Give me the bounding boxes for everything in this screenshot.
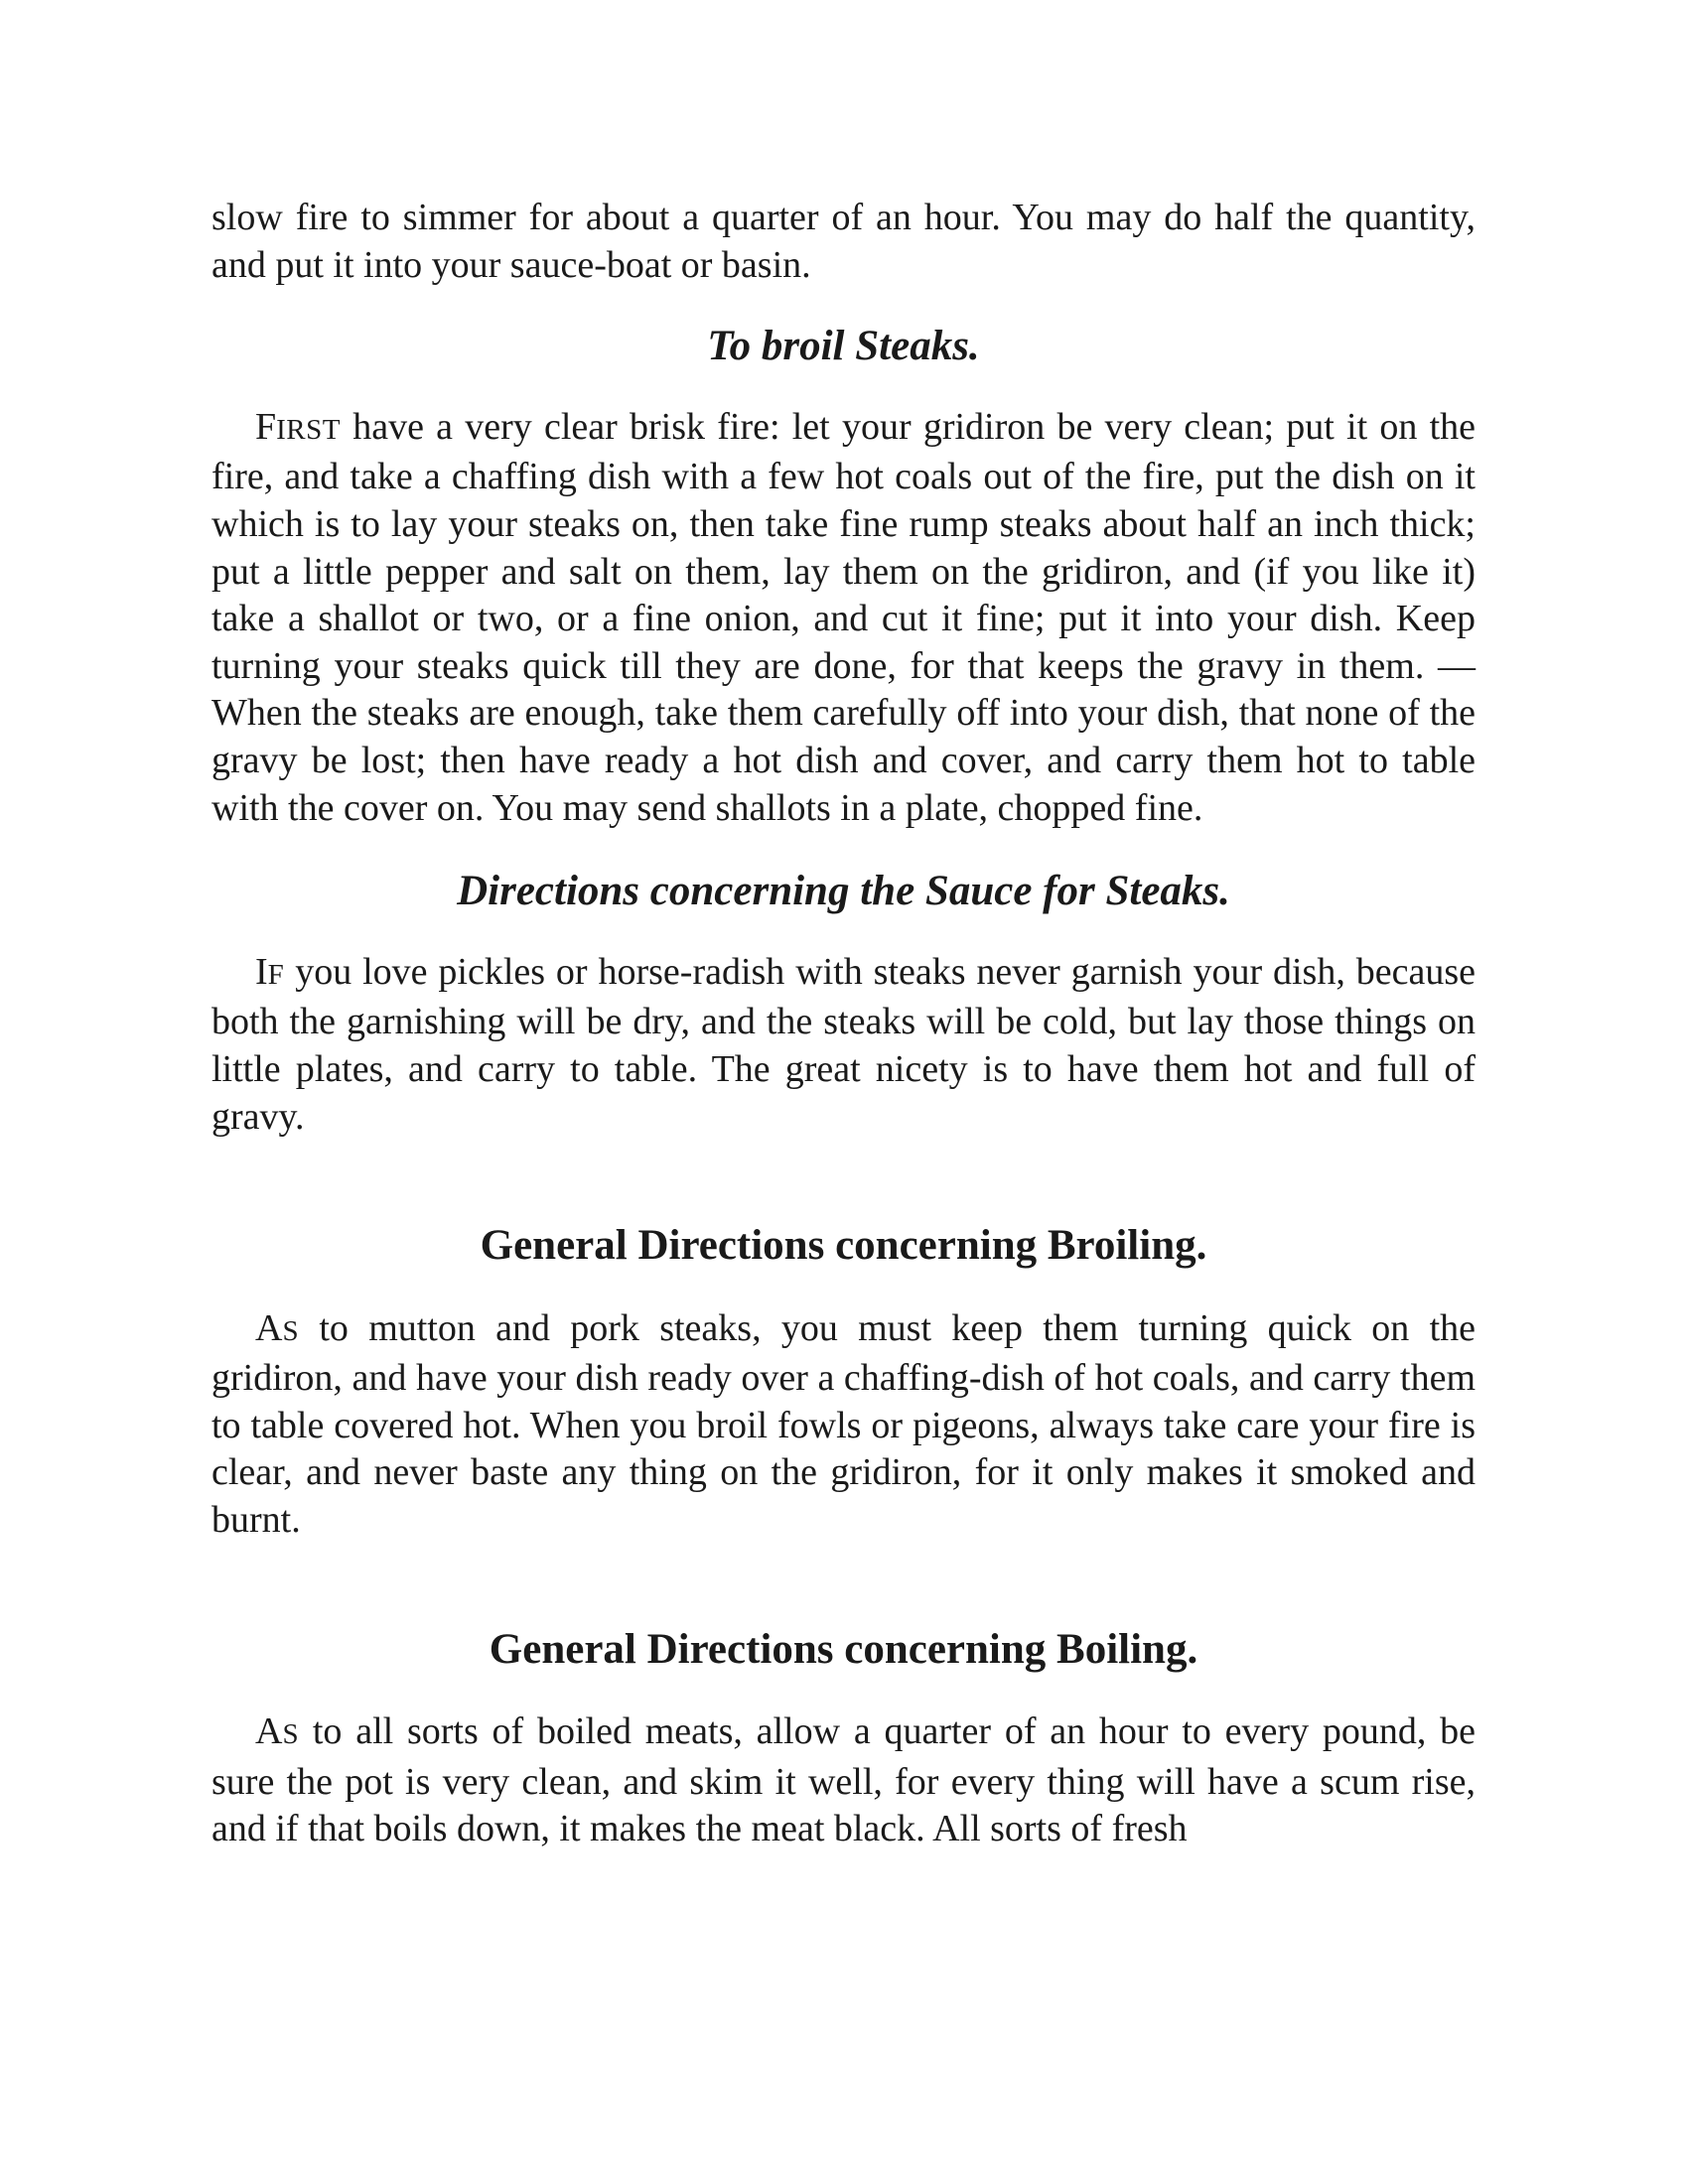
section-heading-sauce-for-steaks: Directions concerning the Sauce for Steaks. [457, 868, 1230, 915]
paragraph-text: have a very clear brisk fire: let your gridiron be very clean; put it on the fire, and take a chaffing dish with a few hot coals out of the fire, put the dish on it which is to lay your steaks on, then take fine rump steaks about half an inch thick; put a little pepper and salt on them, lay them on the gridiron, and (if you like it) take a shallot or two, or a fine onion, and cut it fine; put it into your dish. Keep turning your steaks quick till they are done, for that keeps the gravy in them. —When the steaks are enough, take them carefully off into your dish, that none of the gravy be lost; then have ready a hot dish and cover, and carry them hot to table with the cover on. You may send shallots in a plate, chopped fine. [211, 405, 1476, 829]
paragraph-broiling [211, 1305, 1476, 1545]
paragraph-text: you love pickles or horse-radish with steaks never garnish your dish, because both the garnishing will be dry, and the steaks will be cold, but lay those things on little plates, and carry to table. The great nicety is to have them hot and full of gravy. [211, 950, 1476, 1138]
intro-paragraph: slow fire to simmer for about a quarter of an hour. You may do half the quantity, and put it into your sauce-boat or basin. [211, 197, 1476, 286]
paragraph-boiling [211, 1708, 1476, 1853]
page-body [211, 195, 1476, 1853]
section-heading-boiling: General Directions concerning Boiling. [489, 1625, 1198, 1673]
paragraph-text: to mutton and pork steaks, you must keep them turning quick on the gridiron, and have your dish ready over a chaffing-dish of hot coals, and carry them to table covered hot. When you broil fowls or pigeons, always take care your fire is clear, and never baste any thing on the gridiron, for it only makes it smoked and burnt. [211, 1306, 1476, 1542]
section-heading-broiling: General Directions concerning Broiling. [480, 1222, 1207, 1270]
lead-small-caps: F [267, 958, 285, 991]
paragraph-broil-steaks [211, 404, 1476, 832]
lead-capital: A [255, 1306, 283, 1349]
lead-capital: F [255, 405, 277, 448]
lead-capital: I [255, 950, 268, 993]
section-heading-broil-steaks: To broil Steaks. [707, 323, 980, 370]
lead-small-caps: S [282, 1718, 300, 1751]
paragraph-sauce-for-steaks [211, 949, 1476, 1141]
lead-small-caps: IRST [276, 413, 341, 446]
lead-small-caps: S [282, 1314, 300, 1347]
lead-capital: A [255, 1710, 283, 1753]
paragraph-text: to all sorts of boiled meats, allow a quarter of an hour to every pound, be sure the pot is very clean, and skim it well, for every thing will have a scum rise, and if that boils down, it makes the meat black. All sorts of fresh [211, 1710, 1476, 1850]
